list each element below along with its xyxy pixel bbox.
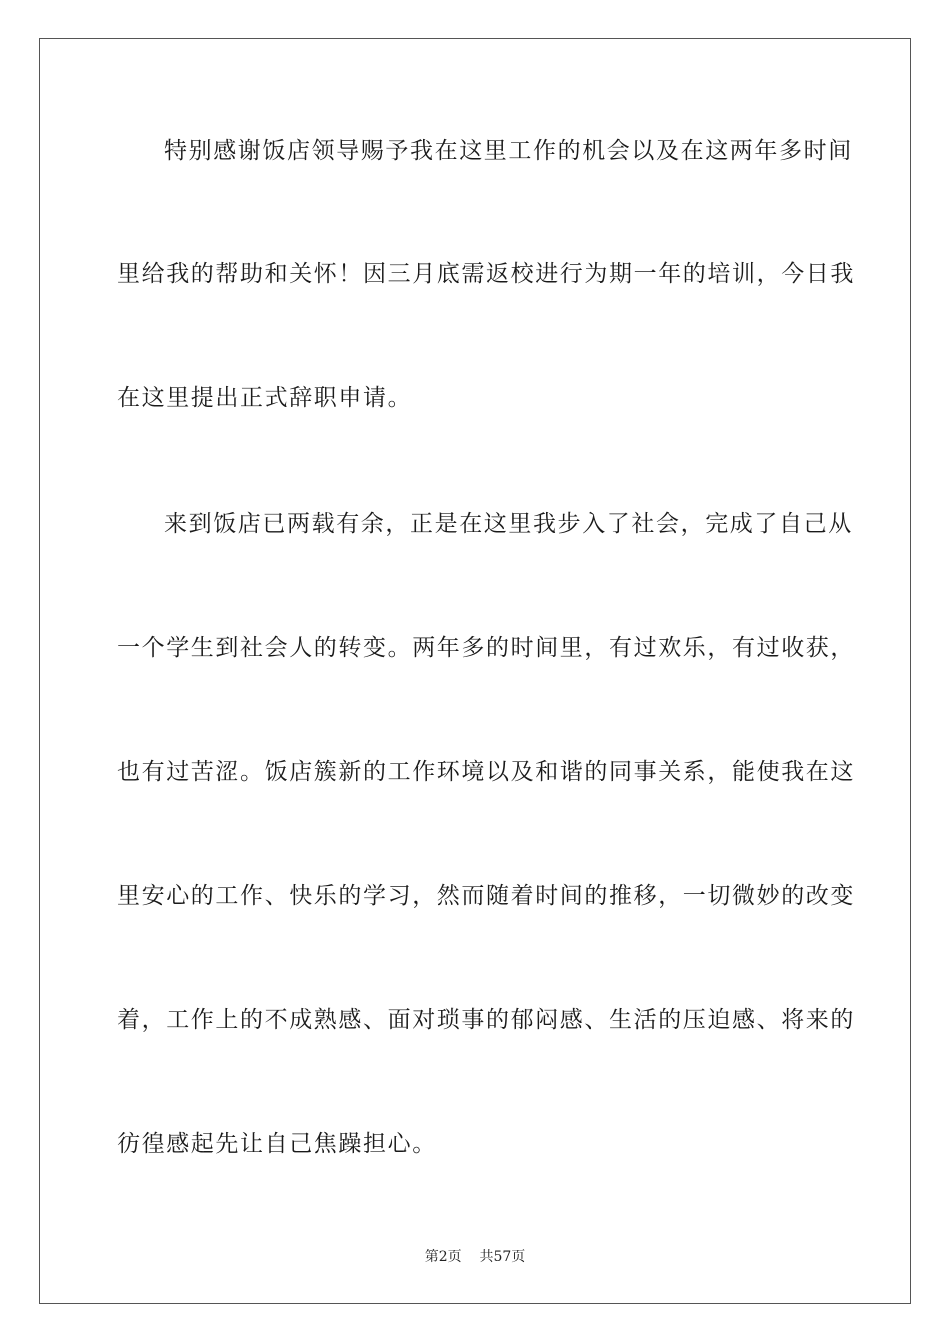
paragraph-1-line-3: 在这里提出正式辞职申请。: [117, 385, 413, 411]
page-frame: [39, 38, 911, 1304]
paragraph-2-line-4: 里安心的工作、快乐的学习，然而随着时间的推移，一切微妙的改变: [117, 883, 855, 909]
page-number: 第2页: [424, 1249, 462, 1265]
paragraph-2-line-3: 也有过苦涩。饭店簇新的工作环境以及和谐的同事关系，能使我在这: [117, 759, 855, 785]
paragraph-1-line-2: 里给我的帮助和关怀！因三月底需返校进行为期一年的培训，今日我: [117, 261, 855, 287]
paragraph-2-line-1: 来到饭店已两载有余，正是在这里我步入了社会，完成了自己从: [164, 511, 853, 537]
paragraph-2-line-5: 着，工作上的不成熟感、面对琐事的郁闷感、生活的压迫感、将来的: [117, 1007, 855, 1033]
page-footer: [0, 1248, 950, 1266]
page-total: 共57页: [479, 1249, 526, 1265]
paragraph-2-line-6: 彷徨感起先让自己焦躁担心。: [117, 1131, 437, 1157]
paragraph-2-line-2: 一个学生到社会人的转变。两年多的时间里，有过欢乐，有过收获，: [117, 635, 855, 661]
paragraph-1-line-1: 特别感谢饭店领导赐予我在这里工作的机会以及在这两年多时间: [164, 138, 853, 164]
